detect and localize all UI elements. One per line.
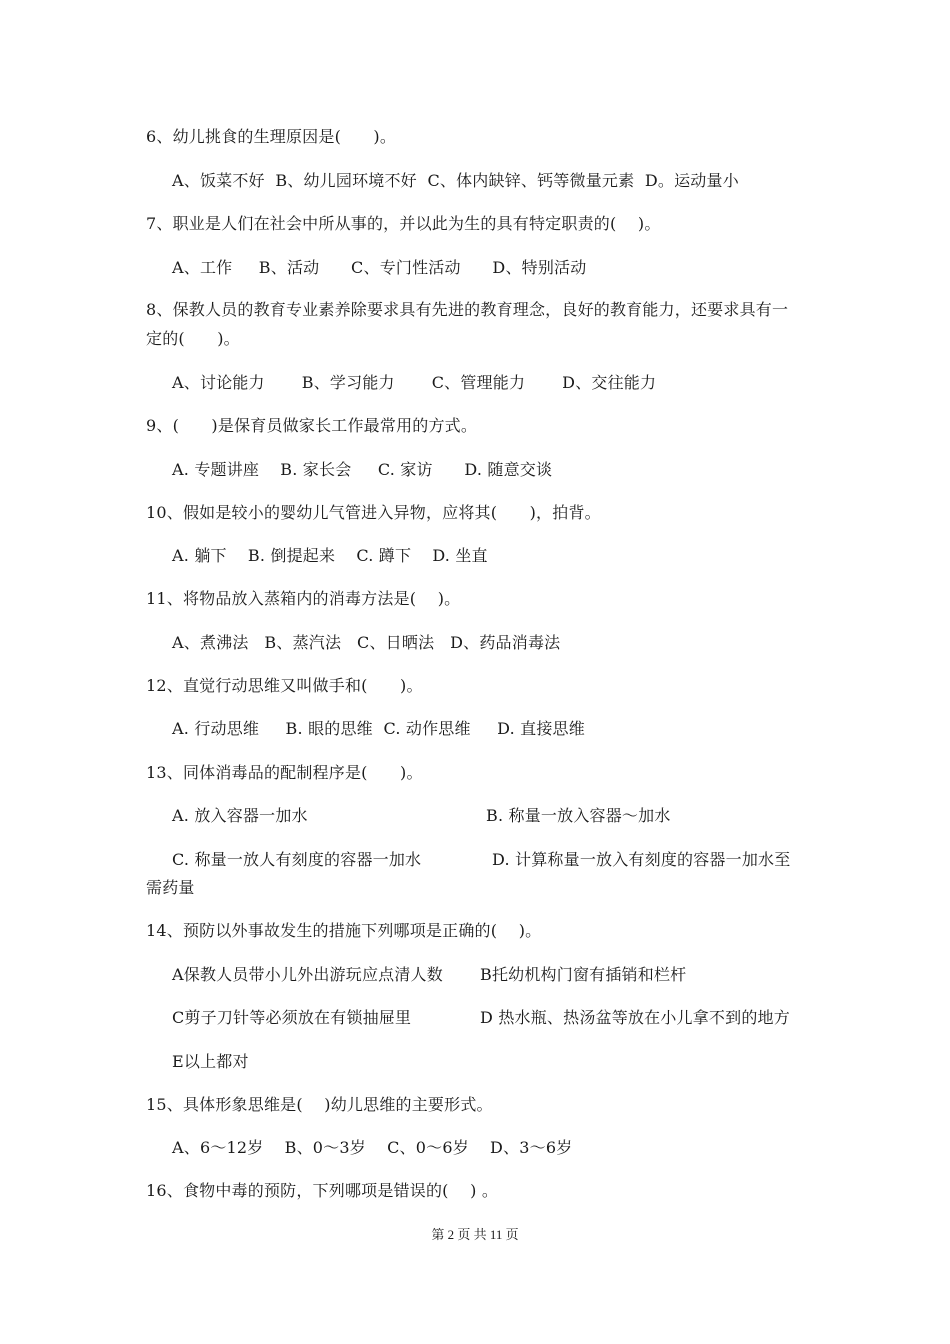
page-footer: 第 2 页 共 11 页 [431, 1227, 519, 1242]
question-6-stem: 6、幼儿挑食的生理原因是( )。 [146, 127, 397, 146]
question-7-options: A、工作 B、活动 C、专门性活动 D、特别活动 [172, 258, 587, 277]
question-7-stem: 7、职业是人们在社会中所从事的，并以此为生的具有特定职责的( )。 [146, 214, 661, 233]
question-14-option-c: C剪子刀针等必须放在有锁抽屉里 [172, 1008, 412, 1027]
question-9-stem: 9、( )是保育员做家长工作最常用的方式。 [146, 416, 478, 435]
question-10-stem: 10、假如是较小的婴幼儿气管进入异物，应将其( )，拍背。 [146, 503, 601, 522]
question-13-option-c: C. 称量一放人有刻度的容器一加水 [172, 850, 422, 869]
question-13-option-d-wrap: 需药量 [146, 878, 195, 897]
question-14-stem: 14、预防以外事故发生的措施下列哪项是正确的( )。 [146, 921, 542, 940]
question-13-option-b: B. 称量一放入容器～加水 [486, 806, 671, 825]
question-16-stem: 16、食物中毒的预防，下列哪项是错误的( ) 。 [146, 1181, 499, 1200]
question-12-options: A. 行动思维 B. 眼的思维 C. 动作思维 D. 直接思维 [172, 719, 585, 738]
question-15-stem: 15、具体形象思维是( )幼儿思维的主要形式。 [146, 1095, 493, 1114]
question-10-options: A. 躺下 B. 倒提起来 C. 蹲下 D. 坐直 [172, 546, 488, 565]
question-14-option-b: B托幼机构门窗有插销和栏杆 [480, 965, 687, 984]
question-9-options: A. 专题讲座 B. 家长会 C. 家访 D. 随意交谈 [172, 460, 553, 479]
question-8-stem-line-1: 8、保教人员的教育专业素养除要求具有先进的教育理念，良好的教育能力，还要求具有一 [146, 300, 789, 319]
question-13-option-a: A. 放入容器一加水 [172, 806, 308, 825]
question-6-options: A、饭菜不好 B、幼儿园环境不好 C、体内缺锌、钙等微量元素 D。运动量小 [172, 171, 739, 190]
question-15-options: A、6～12岁 B、0～3岁 C、0～6岁 D、3～6岁 [172, 1138, 573, 1157]
question-14-option-a: A保教人员带小儿外出游玩应点清人数 [172, 965, 443, 984]
question-14-option-e: E以上都对 [172, 1052, 249, 1071]
question-11-stem: 11、将物品放入蒸箱内的消毒方法是( )。 [146, 589, 461, 608]
question-11-options: A、煮沸法 B、蒸汽法 C、日晒法 D、药品消毒法 [172, 633, 561, 652]
question-12-stem: 12、直觉行动思维又叫做手和( )。 [146, 676, 423, 695]
question-8-stem-line-2: 定的( )。 [146, 329, 240, 348]
question-8-options: A、讨论能力 B、学习能力 C、管理能力 D、交往能力 [172, 373, 657, 392]
question-14-option-d: D 热水瓶、热汤盆等放在小儿拿不到的地方 [480, 1008, 790, 1027]
question-13-option-d: D. 计算称量一放入有刻度的容器一加水至 [492, 850, 791, 869]
question-13-stem: 13、同体消毒品的配制程序是( )。 [146, 763, 423, 782]
